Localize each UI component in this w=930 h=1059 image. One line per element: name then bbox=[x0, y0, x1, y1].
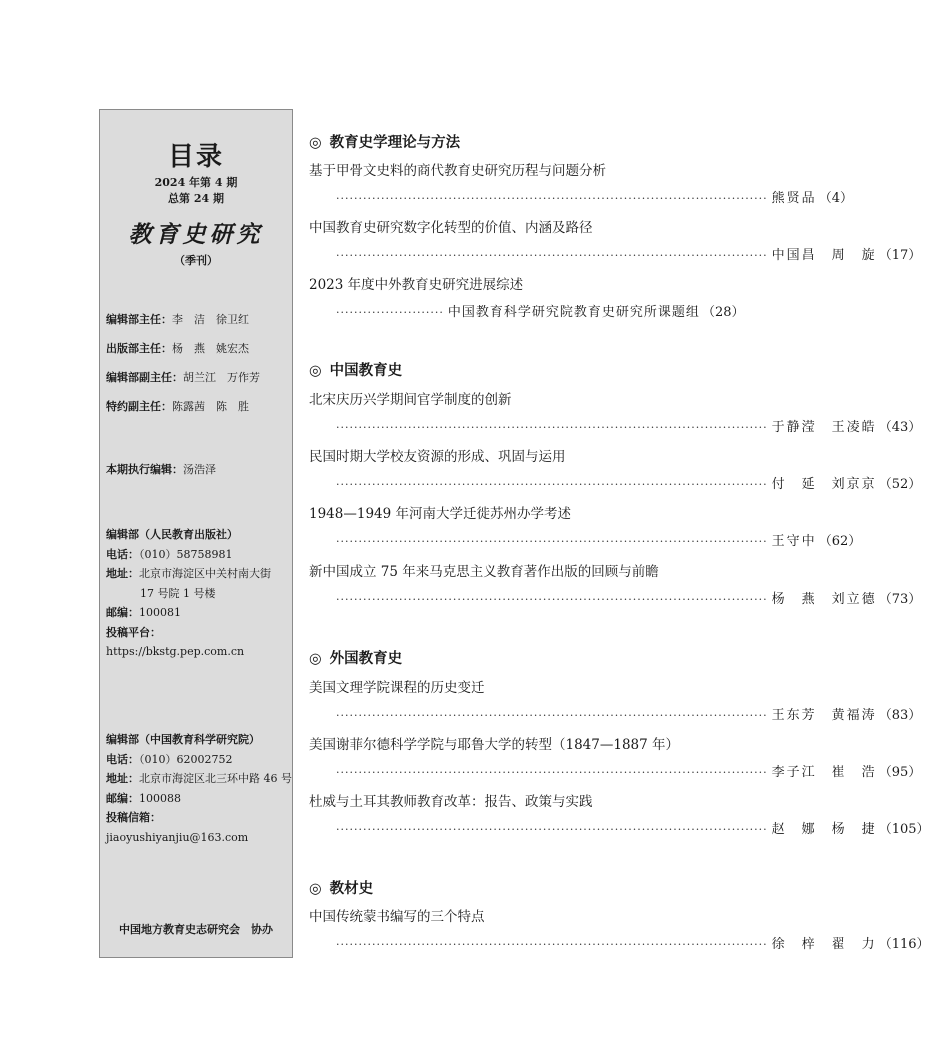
executive-editor-value: 汤浩泽 bbox=[183, 463, 216, 476]
executive-editor bbox=[106, 461, 216, 477]
editorial-office-nies bbox=[106, 730, 292, 847]
article-authors: 中国昌 周 旋 bbox=[771, 248, 877, 263]
editorial-office-pep bbox=[106, 525, 292, 662]
article-authors: 中国教育科学研究院教育史研究所课题组 bbox=[447, 305, 700, 320]
article-title[interactable]: 1948—1949 年河南大学迁徙苏州办学考述 bbox=[309, 506, 572, 522]
office-name: 编辑部（人民教育出版社） bbox=[106, 528, 238, 541]
article-byline: ································································································ 中国昌 周 旋 （17） bbox=[336, 244, 687, 263]
staff-row bbox=[106, 340, 249, 356]
article-authors: 于静滢 王凌皓 bbox=[771, 420, 877, 435]
section-marker-icon: ◎ bbox=[309, 363, 322, 379]
article-title[interactable]: 基于甲骨文史料的商代教育史研究历程与问题分析 bbox=[309, 163, 606, 179]
journal-title: 教育史研究 bbox=[128, 221, 264, 248]
office-email: 投稿信箱：jiaoyushiyanjiu@163.com bbox=[106, 811, 249, 844]
article-page: （52） bbox=[878, 477, 922, 492]
article-byline: ························ 中国教育科学研究院教育史研究所课题组 （28） bbox=[336, 301, 687, 320]
staff-row bbox=[106, 398, 249, 414]
article-byline: ································································································ 李子江 崔 浩 （95） bbox=[336, 761, 687, 780]
article-title[interactable]: 民国时期大学校友资源的形成、巩固与运用 bbox=[309, 449, 566, 465]
office-name: 编辑部（中国教育科学研究院） bbox=[106, 733, 260, 746]
article-title[interactable]: 中国传统蒙书编写的三个特点 bbox=[309, 909, 485, 925]
article-authors: 赵 娜 杨 捷 bbox=[771, 822, 877, 837]
contents-heading: 目录 bbox=[167, 142, 224, 172]
publication-frequency: （季刊） bbox=[174, 254, 218, 267]
article-page: （17） bbox=[878, 248, 922, 263]
article-authors: 熊贤品 bbox=[771, 191, 817, 206]
issue-number: 2024 年第 4 期 bbox=[154, 176, 238, 189]
office-address-line2: 17 号院 1 号楼 bbox=[140, 586, 216, 600]
office-postcode: 邮编：100088 bbox=[106, 791, 181, 805]
staff-label: 编辑部主任： bbox=[106, 313, 172, 326]
section-title: 中国教育史 bbox=[329, 363, 403, 379]
section-title: 教材史 bbox=[329, 881, 374, 897]
article-title[interactable]: 2023 年度中外教育史研究进展综述 bbox=[309, 277, 524, 293]
article-page: （116） bbox=[878, 937, 930, 952]
executive-editor-label: 本期执行编辑： bbox=[106, 463, 183, 476]
article-byline: ································································································ 王东芳 黄福涛 （83） bbox=[336, 704, 687, 723]
section-heading bbox=[309, 877, 373, 898]
article-authors: 王东芳 黄福涛 bbox=[771, 708, 877, 723]
co-organizer: 中国地方教育史志研究会 协办 bbox=[119, 923, 273, 936]
office-phone: 电话：（010）58758981 bbox=[106, 547, 233, 561]
submission-email-link[interactable]: jiaoyushiyanjiu@163.com bbox=[106, 830, 249, 844]
section-marker-icon: ◎ bbox=[309, 135, 322, 151]
section-heading bbox=[309, 131, 460, 152]
section-heading bbox=[309, 647, 402, 668]
section-marker-icon: ◎ bbox=[309, 881, 322, 897]
article-authors: 李子江 崔 浩 bbox=[771, 765, 877, 780]
office-platform: 投稿平台：https://bkstg.pep.com.cn bbox=[106, 625, 245, 658]
journal-info-panel bbox=[99, 109, 293, 958]
office-phone: 电话：（010）62002752 bbox=[106, 752, 233, 766]
submission-platform-link[interactable]: https://bkstg.pep.com.cn bbox=[106, 645, 245, 658]
article-authors: 王守中 bbox=[771, 534, 817, 549]
office-postcode: 邮编：100081 bbox=[106, 606, 181, 619]
staff-label: 出版部主任： bbox=[106, 342, 172, 355]
article-page: （43） bbox=[878, 420, 922, 435]
article-byline: ································································································ 徐 梓 翟 力 （116） bbox=[336, 933, 687, 952]
article-byline: ································································································ 于静滢 王凌皓 （43） bbox=[336, 416, 687, 435]
staff-value: 李 洁 徐卫红 bbox=[172, 313, 249, 326]
article-page: （73） bbox=[878, 592, 922, 607]
article-authors: 杨 燕 刘立德 bbox=[771, 592, 877, 607]
section-heading bbox=[309, 359, 402, 380]
article-byline: ································································································ 熊贤品 （4） bbox=[336, 187, 687, 206]
office-address: 地址：北京市海淀区北三环中路 46 号 bbox=[106, 772, 292, 785]
article-byline: ································································································ 付 延 刘京京 （52） bbox=[336, 473, 687, 492]
article-authors: 付 延 刘京京 bbox=[771, 477, 877, 492]
section-marker-icon: ◎ bbox=[309, 651, 322, 667]
article-title[interactable]: 中国教育史研究数字化转型的价值、内涵及路径 bbox=[309, 220, 593, 236]
article-authors: 徐 梓 翟 力 bbox=[771, 937, 877, 952]
section-title: 教育史学理论与方法 bbox=[329, 135, 461, 151]
article-page: （28） bbox=[701, 305, 745, 320]
staff-row bbox=[106, 311, 249, 327]
article-title[interactable]: 杜威与土耳其教师教育改革：报告、政策与实践 bbox=[309, 794, 593, 810]
section-title: 外国教育史 bbox=[329, 651, 403, 667]
office-address: 地址：北京市海淀区中关村南大街 bbox=[106, 567, 271, 580]
article-title[interactable]: 新中国成立 75 年来马克思主义教育著作出版的回顾与前瞻 bbox=[309, 564, 659, 580]
article-page: （83） bbox=[878, 708, 922, 723]
staff-value: 杨 燕 姚宏杰 bbox=[172, 342, 249, 355]
article-page: （4） bbox=[818, 191, 853, 206]
article-title[interactable]: 美国谢菲尔德科学学院与耶鲁大学的转型（1847—1887 年） bbox=[309, 737, 680, 753]
article-byline: ································································································ 杨 燕 刘立德 （73） bbox=[336, 588, 687, 607]
article-byline: ································································································ 王守中 （62） bbox=[336, 530, 687, 549]
article-title[interactable]: 北宋庆历兴学期间官学制度的创新 bbox=[309, 392, 512, 408]
article-page: （105） bbox=[878, 822, 930, 837]
article-byline: ································································································ 赵 娜 杨 捷 （105） bbox=[336, 818, 687, 837]
staff-label: 特约副主任： bbox=[106, 400, 172, 413]
staff-label: 编辑部副主任： bbox=[106, 371, 183, 384]
staff-value: 陈露茜 陈 胜 bbox=[172, 400, 249, 413]
staff-row bbox=[106, 369, 260, 385]
total-issue-number: 总第 24 期 bbox=[168, 192, 224, 205]
article-page: （62） bbox=[818, 534, 862, 549]
article-page: （95） bbox=[878, 765, 922, 780]
staff-value: 胡兰江 万作芳 bbox=[183, 371, 260, 384]
article-title[interactable]: 美国文理学院课程的历史变迁 bbox=[309, 680, 485, 696]
